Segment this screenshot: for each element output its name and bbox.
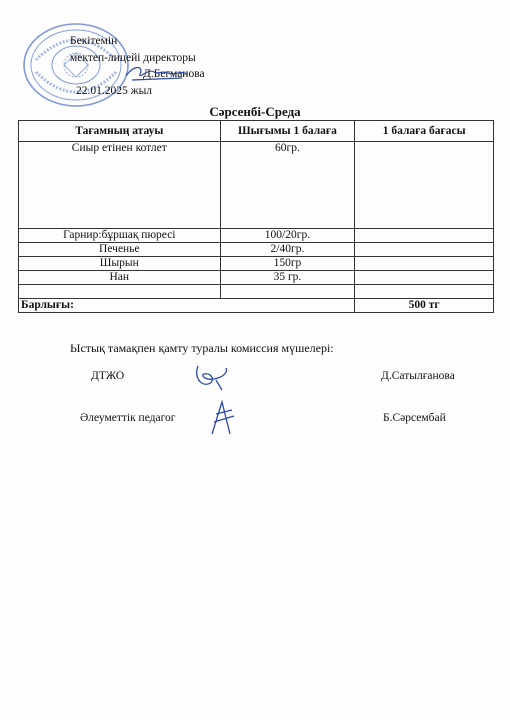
dish-portion: 2/40гр. [220,243,355,257]
page-title: Сәрсенбі-Среда [209,104,301,119]
table-row [19,142,494,229]
table-row [19,257,494,271]
table-row [19,285,494,299]
dish-name: Нан [19,271,221,285]
dish-name: Печенье [19,243,221,257]
dish-name [19,285,221,299]
director-name: Д.Бегманова [143,68,205,80]
table-total-row [19,299,494,313]
dish-name: Шырын [19,257,221,271]
approval-title: Бекітемін [70,35,118,47]
table-row [19,271,494,285]
dish-price [355,257,494,271]
header-dish-name: Тағамның атауы [19,121,221,142]
member-role: ДТЖО [91,370,125,382]
table-header-row [19,121,494,142]
header-portion: Шығымы 1 балаға [220,121,355,142]
member-signature-icon [208,400,238,436]
dish-price [355,229,494,243]
member-role: Әлеуметтік педагог [80,412,176,424]
member-name: Б.Сәрсембай [383,412,446,424]
approval-date: 22.01.2025 жыл [76,84,153,97]
dish-price [355,285,494,299]
dish-name: Сиыр етінен котлет [19,142,221,229]
menu-table [18,120,494,313]
director-signature-icon [122,62,192,84]
table-row [19,229,494,243]
approval-signature-line [70,66,205,83]
table-row [19,243,494,257]
dish-price [355,271,494,285]
dish-price [355,142,494,229]
commission-heading: Ыстық тамақпен қамту туралы комиссия мүшелері: [70,341,334,355]
member-signature-icon [192,362,232,394]
total-label: Барлығы: [19,299,355,313]
total-value: 500 тг [355,299,494,313]
dish-portion: 35 гр. [220,271,355,285]
approval-position: мектеп-лицейі директоры [70,51,196,64]
dish-portion: 60гр. [220,142,355,229]
dish-price [355,243,494,257]
member-name: Д.Сатылғанова [381,370,455,382]
dish-name: Гарнир:бұршақ пюресі [19,229,221,243]
dish-portion: 150гр [220,257,355,271]
header-price: 1 балаға бағасы [355,121,494,142]
dish-portion [220,285,355,299]
approval-block [70,33,205,99]
dish-portion: 100/20гр. [220,229,355,243]
